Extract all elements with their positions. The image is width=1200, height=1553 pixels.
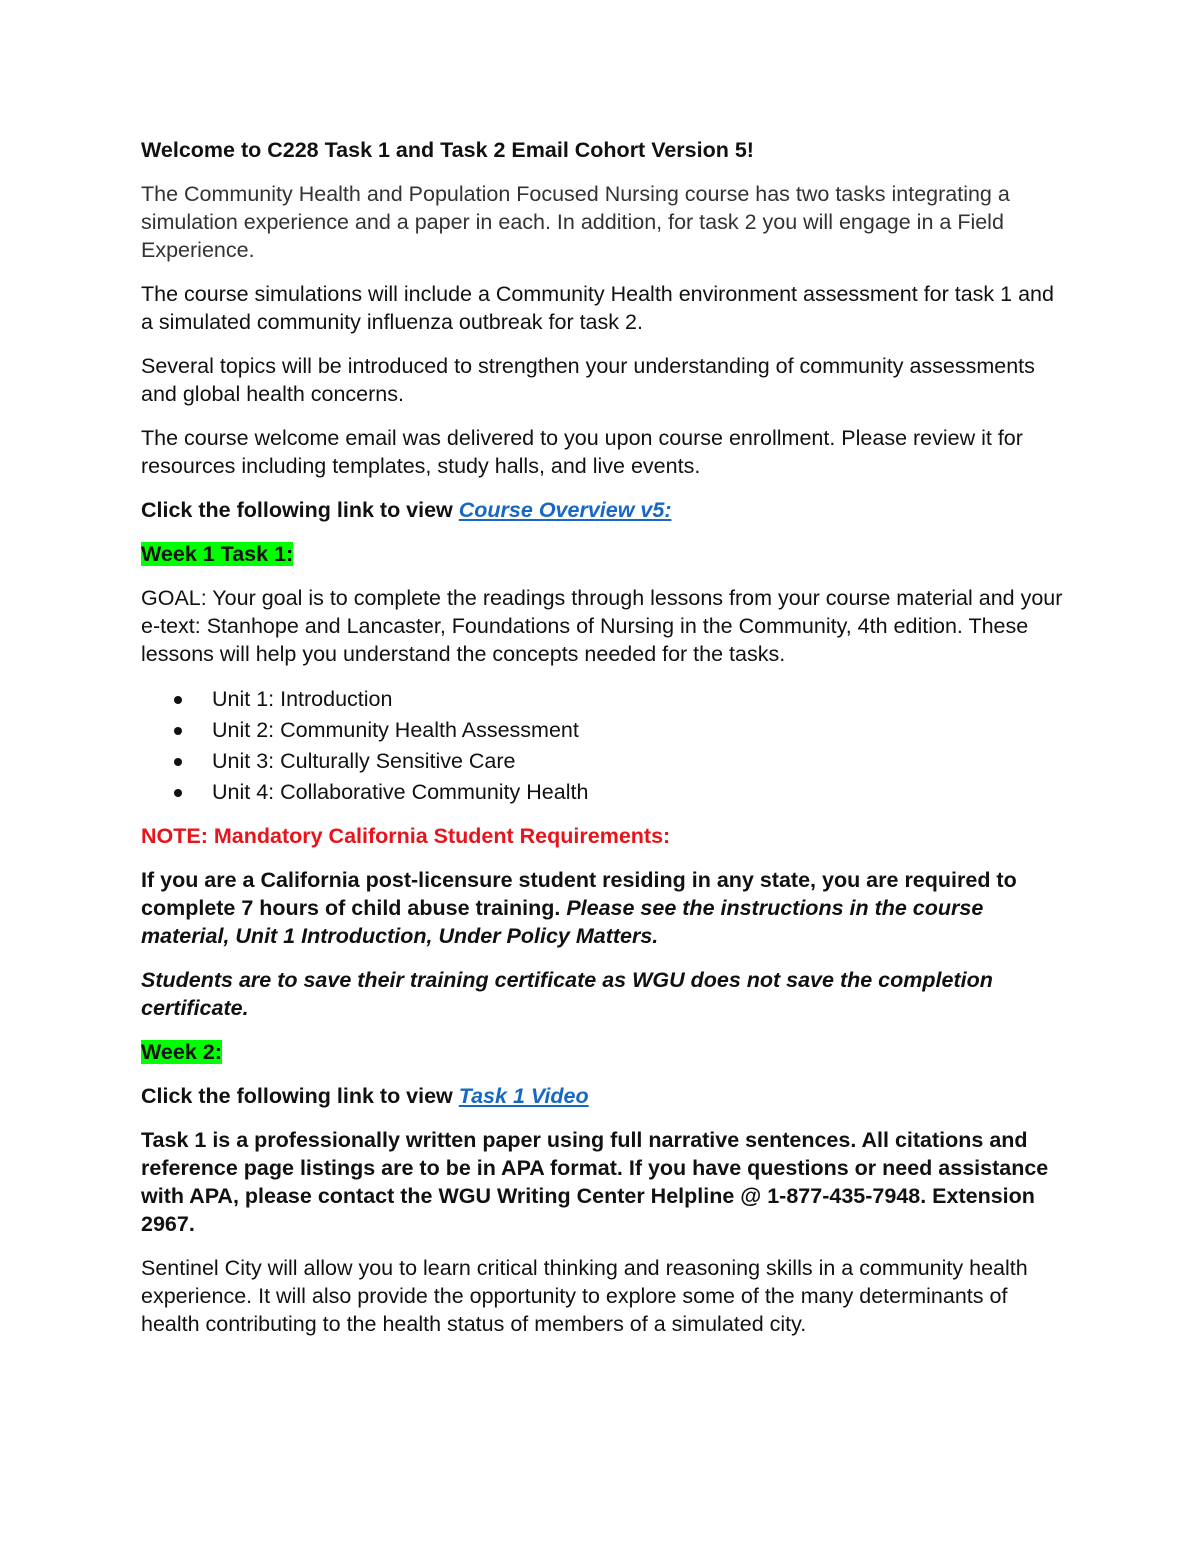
unit-label: Unit 2: Community Health Assessment — [212, 718, 579, 742]
document-title: Welcome to C228 Task 1 and Task 2 Email Cohort Version 5! — [141, 138, 754, 162]
list-item — [141, 684, 1071, 715]
california-instructions: Please see the instructions in the course material, Unit 1 Introduction, Under Policy Matters. — [141, 896, 984, 948]
california-paragraph — [141, 866, 1071, 950]
unit-label: Unit 3: Culturally Sensitive Care — [212, 749, 516, 773]
bullet-icon — [174, 696, 182, 704]
week2-heading: Week 2: — [141, 1040, 222, 1064]
bullet-icon — [174, 758, 182, 766]
unit-label: Unit 1: Introduction — [212, 687, 393, 711]
week1-heading: Week 1 Task 1: — [141, 542, 294, 566]
certificate-note: Students are to save their training certificate as WGU does not save the completion certificate. — [141, 968, 993, 1020]
list-item — [141, 746, 1071, 777]
sentinel-city-paragraph: Sentinel City will allow you to learn critical thinking and reasoning skills in a community health experience. It will also provide the opportunity to explore some of the many determinants of health contributing to the health status of members of a simulated city. — [141, 1256, 1028, 1336]
course-overview-line — [141, 496, 1071, 524]
note-heading: NOTE: Mandatory California Student Requirements: — [141, 824, 671, 848]
bullet-icon — [174, 789, 182, 797]
bullet-icon — [174, 727, 182, 735]
week1-heading-line — [141, 540, 1071, 568]
unit-label: Unit 4: Collaborative Community Health — [212, 780, 589, 804]
topics-paragraph: Several topics will be introduced to strengthen your understanding of community assessments and global health concerns. — [141, 354, 1035, 406]
unit-list — [141, 684, 1071, 808]
intro-paragraph: The Community Health and Population Focused Nursing course has two tasks integrating a simulation experience and a paper in each. In addition, for task 2 you will engage in a Field Experience. — [141, 182, 1010, 262]
california-text: If you are a California post-licensure student residing in any state, you are required to complete 7 hours of child abuse training. — [141, 868, 1017, 920]
task1-video-prefix: Click the following link to view — [141, 1084, 459, 1108]
goal-paragraph: GOAL: Your goal is to complete the readings through lessons from your course material and your e-text: Stanhope and Lancaster, Foundations of Nursing in the Community, 4th edition. These lessons will help you understand the concepts needed for the tasks. — [141, 586, 1063, 666]
simulations-paragraph: The course simulations will include a Community Health environment assessment for task 1 and a simulated community influenza outbreak for task 2. — [141, 282, 1054, 334]
week2-heading-line — [141, 1038, 1071, 1066]
list-item — [141, 715, 1071, 746]
list-item — [141, 777, 1071, 808]
task1-video-link[interactable]: Task 1 Video — [458, 1084, 589, 1108]
task1-video-line — [141, 1082, 1071, 1110]
document-page — [141, 136, 1071, 1354]
course-overview-prefix: Click the following link to view — [141, 498, 459, 522]
course-overview-link[interactable]: Course Overview v5: — [458, 498, 672, 522]
welcome-email-paragraph: The course welcome email was delivered to you upon course enrollment. Please review it for resources including templates, study halls, and live events. — [141, 426, 1023, 478]
task1-description: Task 1 is a professionally written paper using full narrative sentences. All citations and reference page listings are to be in APA format. If you have questions or need assistance with APA, please contact the WGU Writing Center Helpline @ 1-877-435-7948. Extension 2967. — [141, 1128, 1049, 1236]
